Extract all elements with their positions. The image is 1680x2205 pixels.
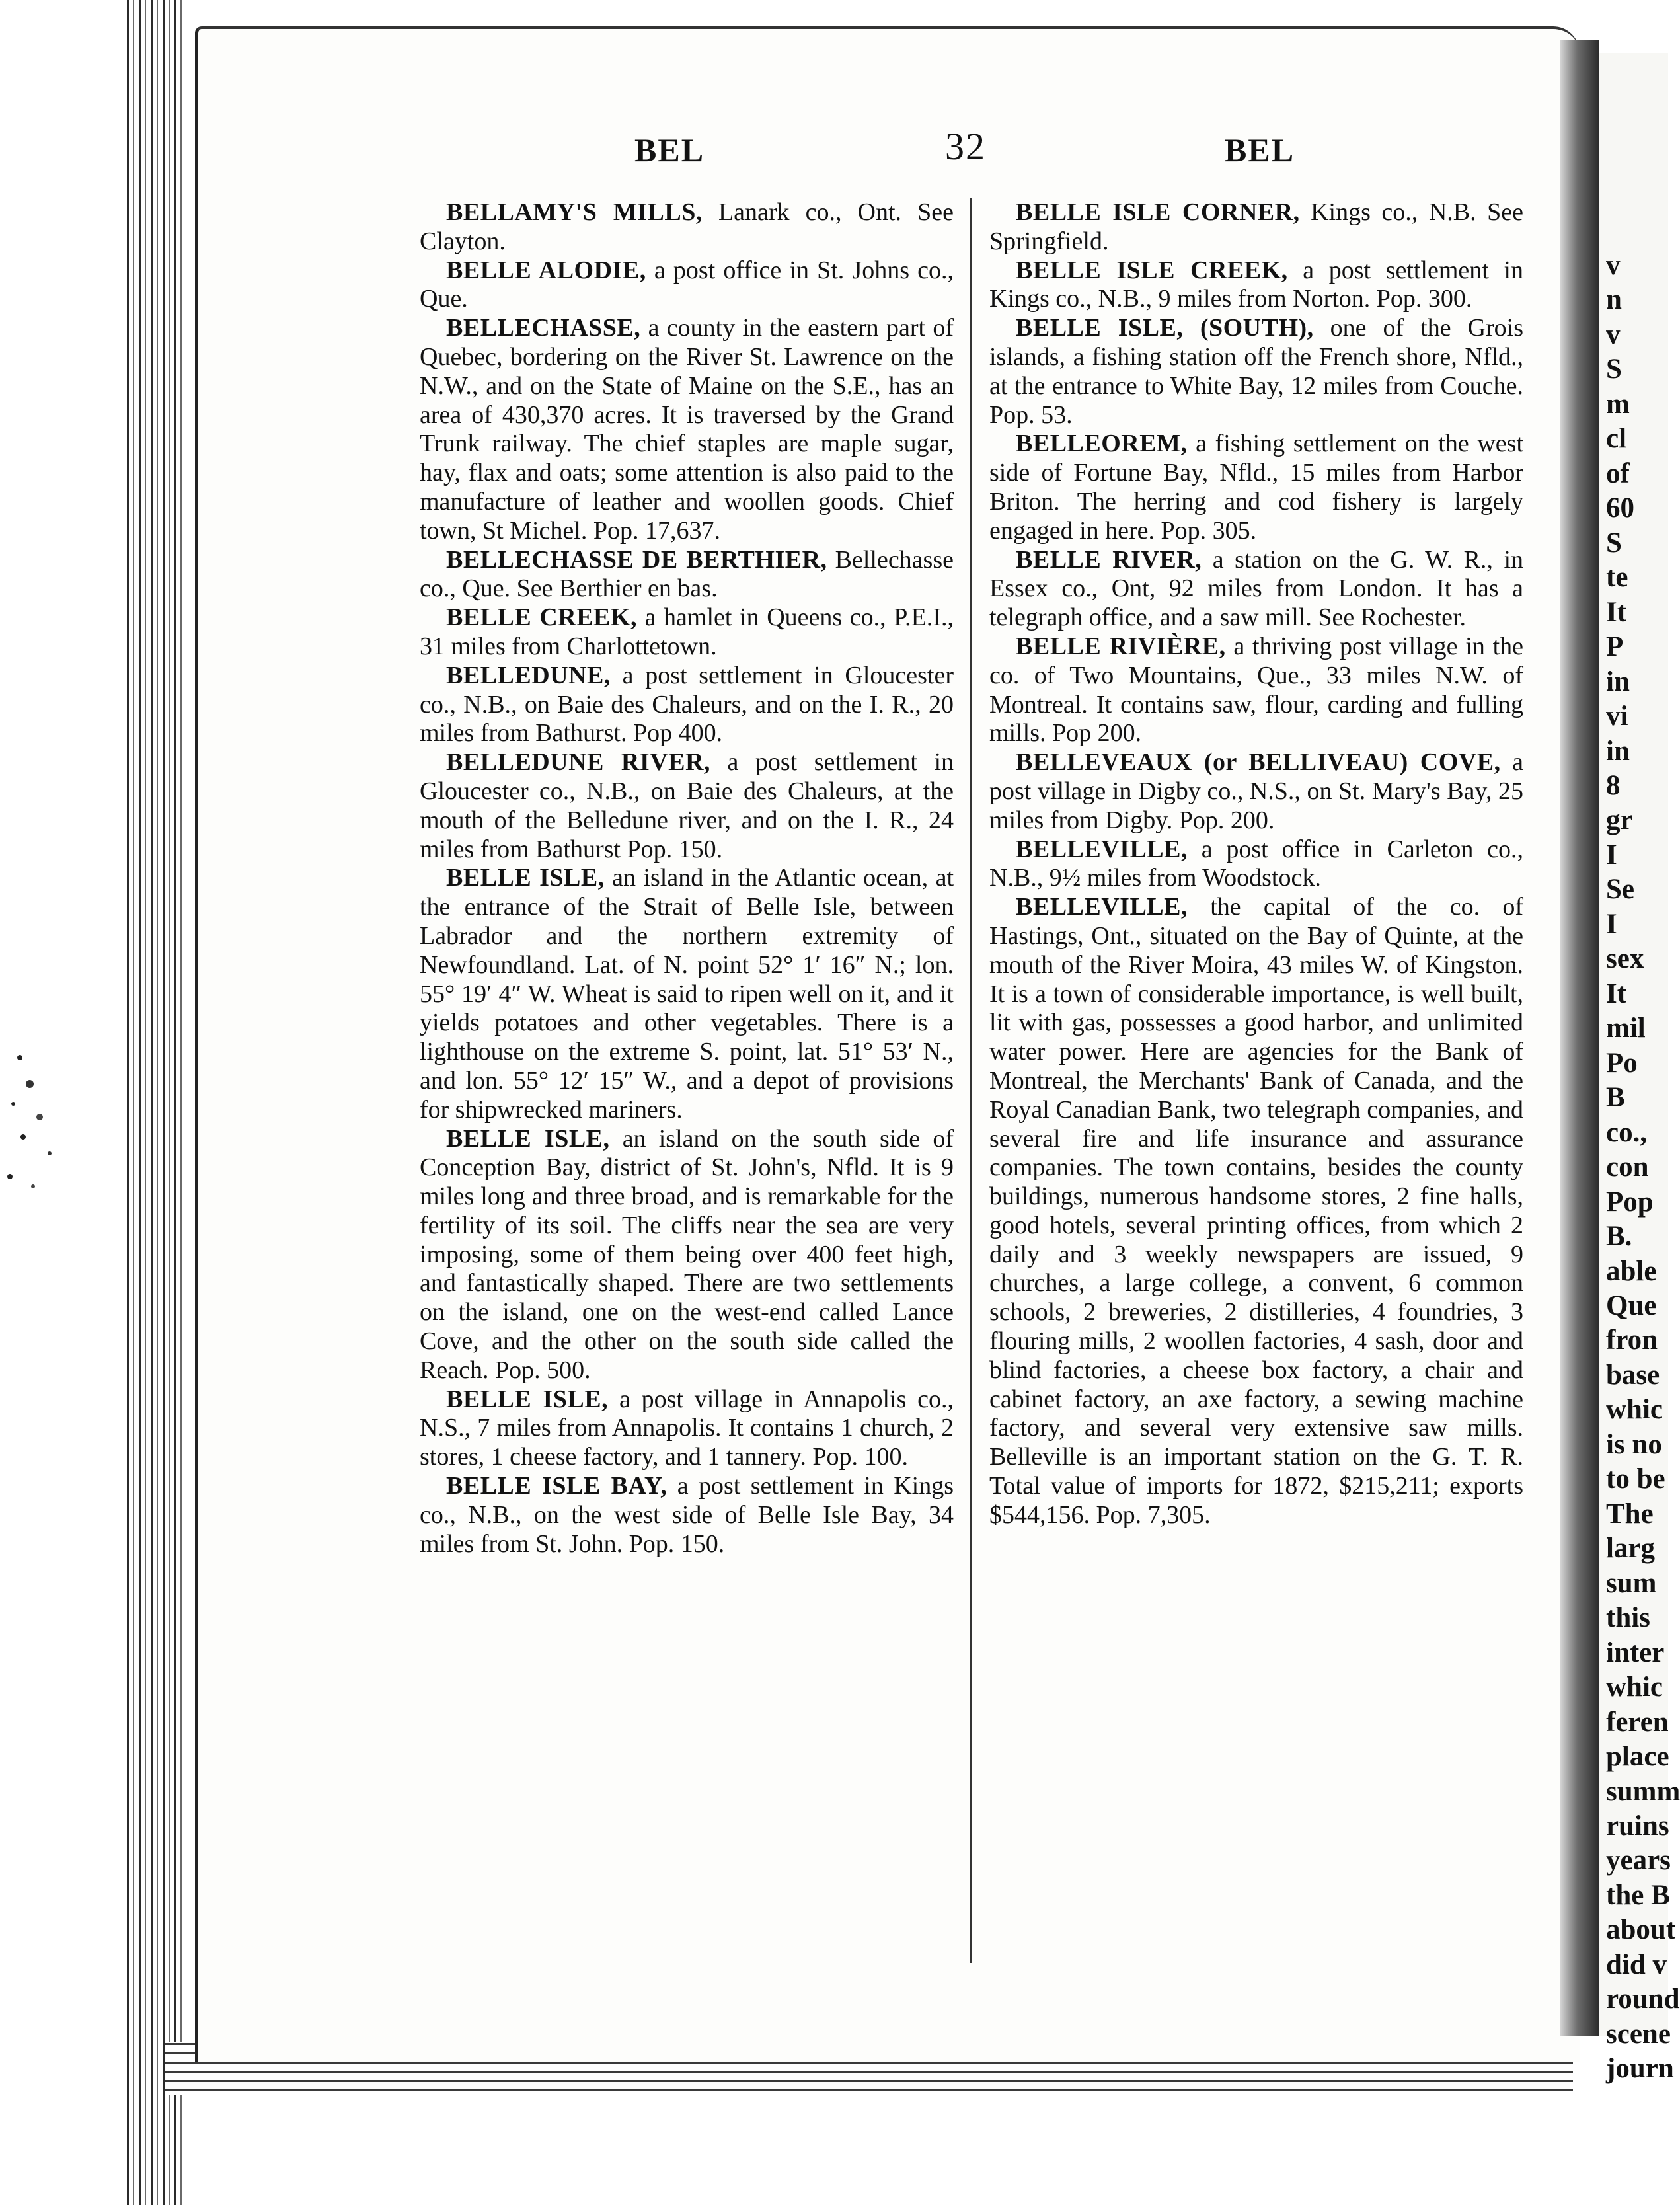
- gazetteer-entry: [420, 662, 954, 748]
- gazetteer-entry: [989, 633, 1523, 748]
- next-page-fragment: ruins: [1606, 1810, 1669, 1841]
- next-page-fragment: feren: [1606, 1707, 1669, 1738]
- gazetteer-entry: [989, 835, 1523, 894]
- right-column: [989, 198, 1523, 1530]
- next-page-fragment: about: [1606, 1914, 1676, 1945]
- gazetteer-entry: [420, 603, 954, 662]
- next-page-fragment: summ: [1606, 1776, 1680, 1807]
- next-page-fragment: n: [1606, 284, 1622, 315]
- entry-text: Bellechasse co., Que. See Berthier en bas.: [420, 545, 954, 603]
- entry-text: a post office in St. Johns co., Que.: [420, 256, 954, 313]
- next-page-fragment: S: [1606, 527, 1622, 559]
- entry-text: an island in the Atlantic ocean, at the entrance of the Strait of Belle Isle, between Labrador and the northern extremity of Newfoundland. Lat. of N. point 52° 1′ 16″ N.; lon. 55° 19′ 4″ W. Wheat is said to ripen well on it, and it yields potatoes and other vegetables. There is a lighthouse on the extreme S. point, lat. 51° 53′ N., and lon. 55° 12′ 15″ W., and a depot of provisions for shipwrecked mariners.: [420, 864, 954, 1124]
- entry-headword: BELLE ISLE CREEK,: [1016, 256, 1288, 284]
- next-page-fragment: m: [1606, 389, 1630, 420]
- next-page-fragment: con: [1606, 1151, 1649, 1182]
- gazetteer-entry: [420, 1385, 954, 1472]
- gazetteer-entry: [989, 430, 1523, 545]
- entry-text: Lanark co., Ont. See Clayton.: [420, 198, 954, 255]
- entry-text: a fishing settlement on the west side of Fortune Bay, Nfld., 15 miles from Harbor Briton. The herring and cod fishery is largely engaged in here. Pop. 305.: [989, 430, 1524, 545]
- next-page-fragment: did v: [1606, 1949, 1667, 1980]
- next-page-fragment: B: [1606, 1082, 1625, 1113]
- right-guide-word: BEL: [1225, 132, 1295, 169]
- next-page-fragment: te: [1606, 562, 1628, 593]
- entry-headword: BELLE ALODIE,: [446, 256, 646, 284]
- next-page-fragment: Que: [1606, 1290, 1657, 1321]
- entry-headword: BELLEDUNE RIVER,: [446, 748, 710, 777]
- entry-headword: BELLE ISLE CORNER,: [1016, 198, 1300, 226]
- next-page-fragment: round: [1606, 1984, 1680, 2015]
- entry-text: a post settlement in Gloucester co., N.B., on Baie des Chaleurs, and on the I. R., 20 miles from Bathurst. Pop 400.: [420, 661, 954, 748]
- next-page-fragment: S: [1606, 354, 1622, 385]
- page-gutter-shadow: [1560, 40, 1599, 2036]
- entry-text: a hamlet in Queens co., P.E.I., 31 miles from Charlottetown.: [420, 603, 954, 660]
- gazetteer-entry: [420, 256, 954, 315]
- next-page-fragment: place: [1606, 1741, 1669, 1772]
- entry-text: the capital of the co. of Hastings, Ont., situated on the Bay of Quinte, at the mouth of the River Moira, 43 miles W. of Kingston. It is a town of considerable importance, is well built, lit with gas, possesses a good harbor, and unlimited water power. Here are agencies for the Bank of Montreal, the Merchants' Bank of Canada, and the Royal Canadian Bank, two telegraph companies, and several fire and life insurance and assurance companies. The town contains, besides the county buildings, numerous handsome stores, 2 fine halls, good hotels, several printing offices, from which 2 daily and 3 weekly newspapers are issued, 9 churches, a large college, a convent, 6 common schools, 2 breweries, 2 distilleries, 4 foundries, 3 flouring mills, 2 woollen factories, 4 sash, door and blind factories, a cheese box factory, a chair and cabinet factory, an axe factory, a sewing machine factory, and several very extensive saw mills. Belleville is an important station on the G. T. R. Total value of imports for 1872, $215,211; exports $544,156. Pop. 7,305.: [989, 893, 1523, 1529]
- next-page-fragment: larg: [1606, 1533, 1656, 1564]
- gazetteer-entry: [420, 748, 954, 864]
- next-page-fragment: sex: [1606, 943, 1644, 974]
- entry-text: a post village in Digby co., N.S., on St. Mary's Bay, 25 miles from Digby. Pop. 200.: [989, 748, 1524, 834]
- entry-headword: BELLE CREEK,: [446, 603, 637, 632]
- entry-headword: BELLE ISLE,: [446, 1385, 609, 1413]
- entry-headword: BELLEDUNE,: [446, 661, 611, 689]
- entry-headword: BELLE ISLE,: [446, 1124, 610, 1153]
- next-page-fragment: whic: [1606, 1672, 1663, 1703]
- next-page-fragment: base: [1606, 1360, 1660, 1391]
- entry-text: a thriving post village in the co. of Two Mountains, Que., 33 miles N.W. of Montreal. It contains saw, flour, carding and fulling mills. Pop 200.: [989, 632, 1523, 748]
- entry-headword: BELLEVILLE,: [1016, 835, 1188, 863]
- entry-text: an island on the south side of Conception Bay, district of St. John's, Nfld. It is 9 miles long and three broad, and is remarkable for the fertility of its soil. The cliffs near the sea are very imposing, some of them being over 400 feet high, and fantastically shaped. There are two settlements on the island, one on the west-end called Lance Cove, and the other on the south side called the Reach. Pop. 500.: [420, 1124, 954, 1384]
- next-page-fragment: v: [1606, 250, 1621, 281]
- gazetteer-entry: [420, 1472, 954, 1559]
- next-page-fragment: is no: [1606, 1429, 1662, 1460]
- entry-text: a county in the eastern part of Quebec, bordering on the River St. Lawrence on the N.W., and on the State of Maine on the S.E., has an area of 430,370 acres. It is traversed by the Grand Trunk railway. The chief staples are maple sugar, hay, flax and oats; some attention is also paid to the manufacture of leather and woollen goods. Chief town, St Michel. Pop. 17,637.: [420, 314, 954, 545]
- gazetteer-entry: [420, 546, 954, 604]
- page-number: 32: [945, 125, 986, 168]
- entry-headword: BELLE ISLE BAY,: [446, 1472, 668, 1500]
- next-page-fragment: this: [1606, 1602, 1650, 1633]
- next-page-fragment: of: [1606, 458, 1630, 489]
- next-page-fragment: I: [1606, 839, 1617, 870]
- next-page-fragment: Po: [1606, 1048, 1638, 1079]
- next-page-fragment: in: [1606, 666, 1630, 697]
- next-page-fragment: to be: [1606, 1463, 1665, 1494]
- next-page-fragment: co.,: [1606, 1117, 1648, 1148]
- next-page-fragment: The: [1606, 1498, 1654, 1529]
- book-page-edges: [122, 0, 185, 2205]
- next-page-fragment: It: [1606, 597, 1627, 628]
- column-divider: [970, 198, 972, 1963]
- next-page-fragment: Se: [1606, 874, 1634, 905]
- entry-text: a station on the G. W. R., in Essex co., Ont, 92 miles from London. It has a telegraph office, and a saw mill. See Rochester.: [989, 545, 1523, 632]
- left-column: [420, 198, 954, 1559]
- next-page-fragment: cl: [1606, 423, 1627, 454]
- gazetteer-entry: [420, 314, 954, 545]
- next-page-edge: [1599, 53, 1680, 2084]
- gazetteer-entry: [989, 748, 1523, 835]
- gazetteer-entry: [989, 546, 1523, 633]
- left-guide-word: BEL: [634, 132, 705, 169]
- gazetteer-entry: [420, 198, 954, 256]
- next-page-fragment: scene: [1606, 2019, 1671, 2050]
- entry-headword: BELLECHASSE DE BERTHIER,: [446, 545, 827, 574]
- gazetteer-entry: [989, 198, 1523, 256]
- entry-headword: BELLEVEAUX (or BELLIVEAU) COVE,: [1016, 748, 1501, 777]
- next-page-fragment: years: [1606, 1845, 1671, 1876]
- next-page-fragment: the B: [1606, 1880, 1670, 1911]
- next-page-fragment: B.: [1606, 1221, 1632, 1252]
- entry-headword: BELLEVILLE,: [1016, 893, 1188, 921]
- next-page-fragment: whic: [1606, 1394, 1663, 1425]
- scan-specks-decoration: [0, 1044, 86, 1196]
- entry-text: Kings co., N.B. See Springfield.: [989, 198, 1524, 255]
- next-page-fragment: able: [1606, 1256, 1657, 1287]
- gazetteer-entry: [989, 893, 1523, 1530]
- next-page-fragment: inter: [1606, 1637, 1665, 1668]
- entry-headword: BELLE ISLE,: [446, 864, 605, 892]
- next-page-fragment: It: [1606, 978, 1627, 1009]
- next-page-fragment: journ: [1606, 2053, 1674, 2084]
- entry-text: a post settlement in Kings co., N.B., on the west side of Belle Isle Bay, 34 miles from St. John. Pop. 150.: [420, 1472, 954, 1558]
- entry-headword: BELLAMY'S MILLS,: [446, 198, 703, 226]
- next-page-fragment: I: [1606, 909, 1617, 940]
- entry-text: a post settlement in Kings co., N.B., 9 miles from Norton. Pop. 300.: [989, 256, 1523, 313]
- entry-text: one of the Grois islands, a fishing station off the French shore, Nfld., at the entrance to White Bay, 12 miles from Couche. Pop. 53.: [989, 314, 1524, 429]
- next-page-fragment: v: [1606, 319, 1621, 350]
- next-page-fragment: Pop: [1606, 1186, 1654, 1218]
- gazetteer-entry: [420, 1125, 954, 1385]
- entry-headword: BELLE RIVER,: [1016, 545, 1202, 574]
- entry-text: a post village in Annapolis co., N.S., 7 miles from Annapolis. It contains 1 church, 2 stores, 1 cheese factory, and 1 tannery. Pop. 100.: [420, 1385, 954, 1471]
- next-page-fragment: in: [1606, 736, 1630, 767]
- next-page-fragment: vi: [1606, 701, 1628, 732]
- entry-text: a post office in Carleton co., N.B., 9½ miles from Woodstock.: [989, 835, 1523, 892]
- entry-headword: BELLEOREM,: [1016, 430, 1188, 458]
- next-page-fragment: P: [1606, 631, 1624, 662]
- entry-text: a post settlement in Gloucester co., N.B., on Baie des Chaleurs, at the mouth of the Belledune river, and on the I. R., 24 miles from Bathurst Pop. 150.: [420, 748, 954, 863]
- gazetteer-entry: [989, 314, 1523, 430]
- next-page-fragment: sum: [1606, 1568, 1657, 1599]
- next-page-fragment: 60: [1606, 492, 1634, 523]
- next-page-fragment: gr: [1606, 804, 1633, 835]
- entry-headword: BELLE RIVIÈRE,: [1016, 632, 1226, 660]
- gazetteer-entry: [420, 864, 954, 1124]
- next-page-fragment: 8: [1606, 770, 1621, 801]
- next-page-fragment: mil: [1606, 1013, 1646, 1044]
- entry-headword: BELLE ISLE, (SOUTH),: [1016, 314, 1314, 342]
- entry-headword: BELLECHASSE,: [446, 314, 641, 342]
- next-page-fragment: fron: [1606, 1325, 1658, 1356]
- gazetteer-entry: [989, 256, 1523, 315]
